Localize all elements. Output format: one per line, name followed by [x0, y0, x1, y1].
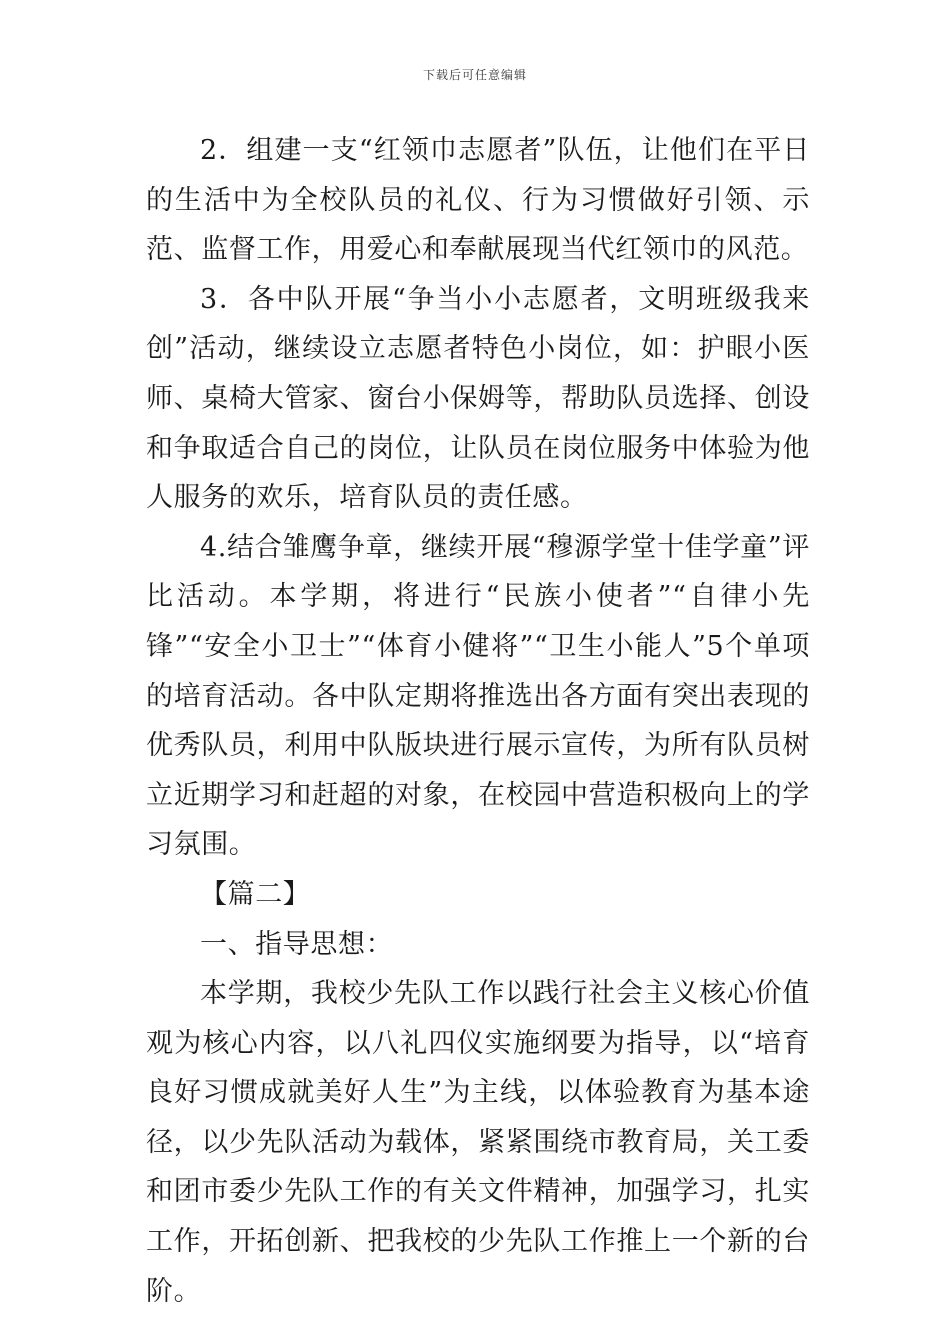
section-heading: 【篇二】 [200, 878, 311, 910]
document-body [146, 126, 810, 1316]
paragraph-guiding-thought: 本学期，我校少先队工作以践行社会主义核心价值观为核心内容，以八礼四仪实施纲要为指导，以“培育良好习惯成就美好人生”为主线，以体验教育为基本途径，以少先队活动为载体，紧紧围绕市教育局，关工委和团市委少先队工作的有关文件精神，加强学习，扎实工作，开拓创新、把我校的少先队工作推上一个新的台阶。 [146, 978, 810, 1307]
paragraph-item-3: 3．各中队开展“争当小小志愿者，文明班级我来创”活动，继续设立志愿者特色小岗位，如：护眼小医师、桌椅大管家、窗台小保姆等，帮助队员选择、创设和争取适合自己的岗位，让队员在岗位服务中体验为他人服务的欢乐，培育队员的责任感。 [146, 283, 810, 514]
paragraph-item-2: 2．组建一支“红领巾志愿者”队伍，让他们在平日的生活中为全校队员的礼仪、行为习惯做好引领、示范、监督工作，用爱心和奉献展现当代红领巾的风范。 [146, 135, 810, 266]
subsection-heading: 一、指导思想： [200, 928, 394, 960]
header-note: 下载后可任意编辑 [422, 68, 527, 82]
paragraph-item-4: 4.结合雏鹰争章，继续开展“穆源学堂十佳学童”评比活动。本学期，将进行“民族小使者”“自律小先锋”“安全小卫士”“体育小健将”“卫生小能人”5个单项的培育活动。各中队定期将推选出各方面有突出表现的优秀队员，利用中队版块进行展示宣传，为所有队员树立近期学习和赶超的对象，在校园中营造积极向上的学习氛围。 [146, 531, 810, 861]
